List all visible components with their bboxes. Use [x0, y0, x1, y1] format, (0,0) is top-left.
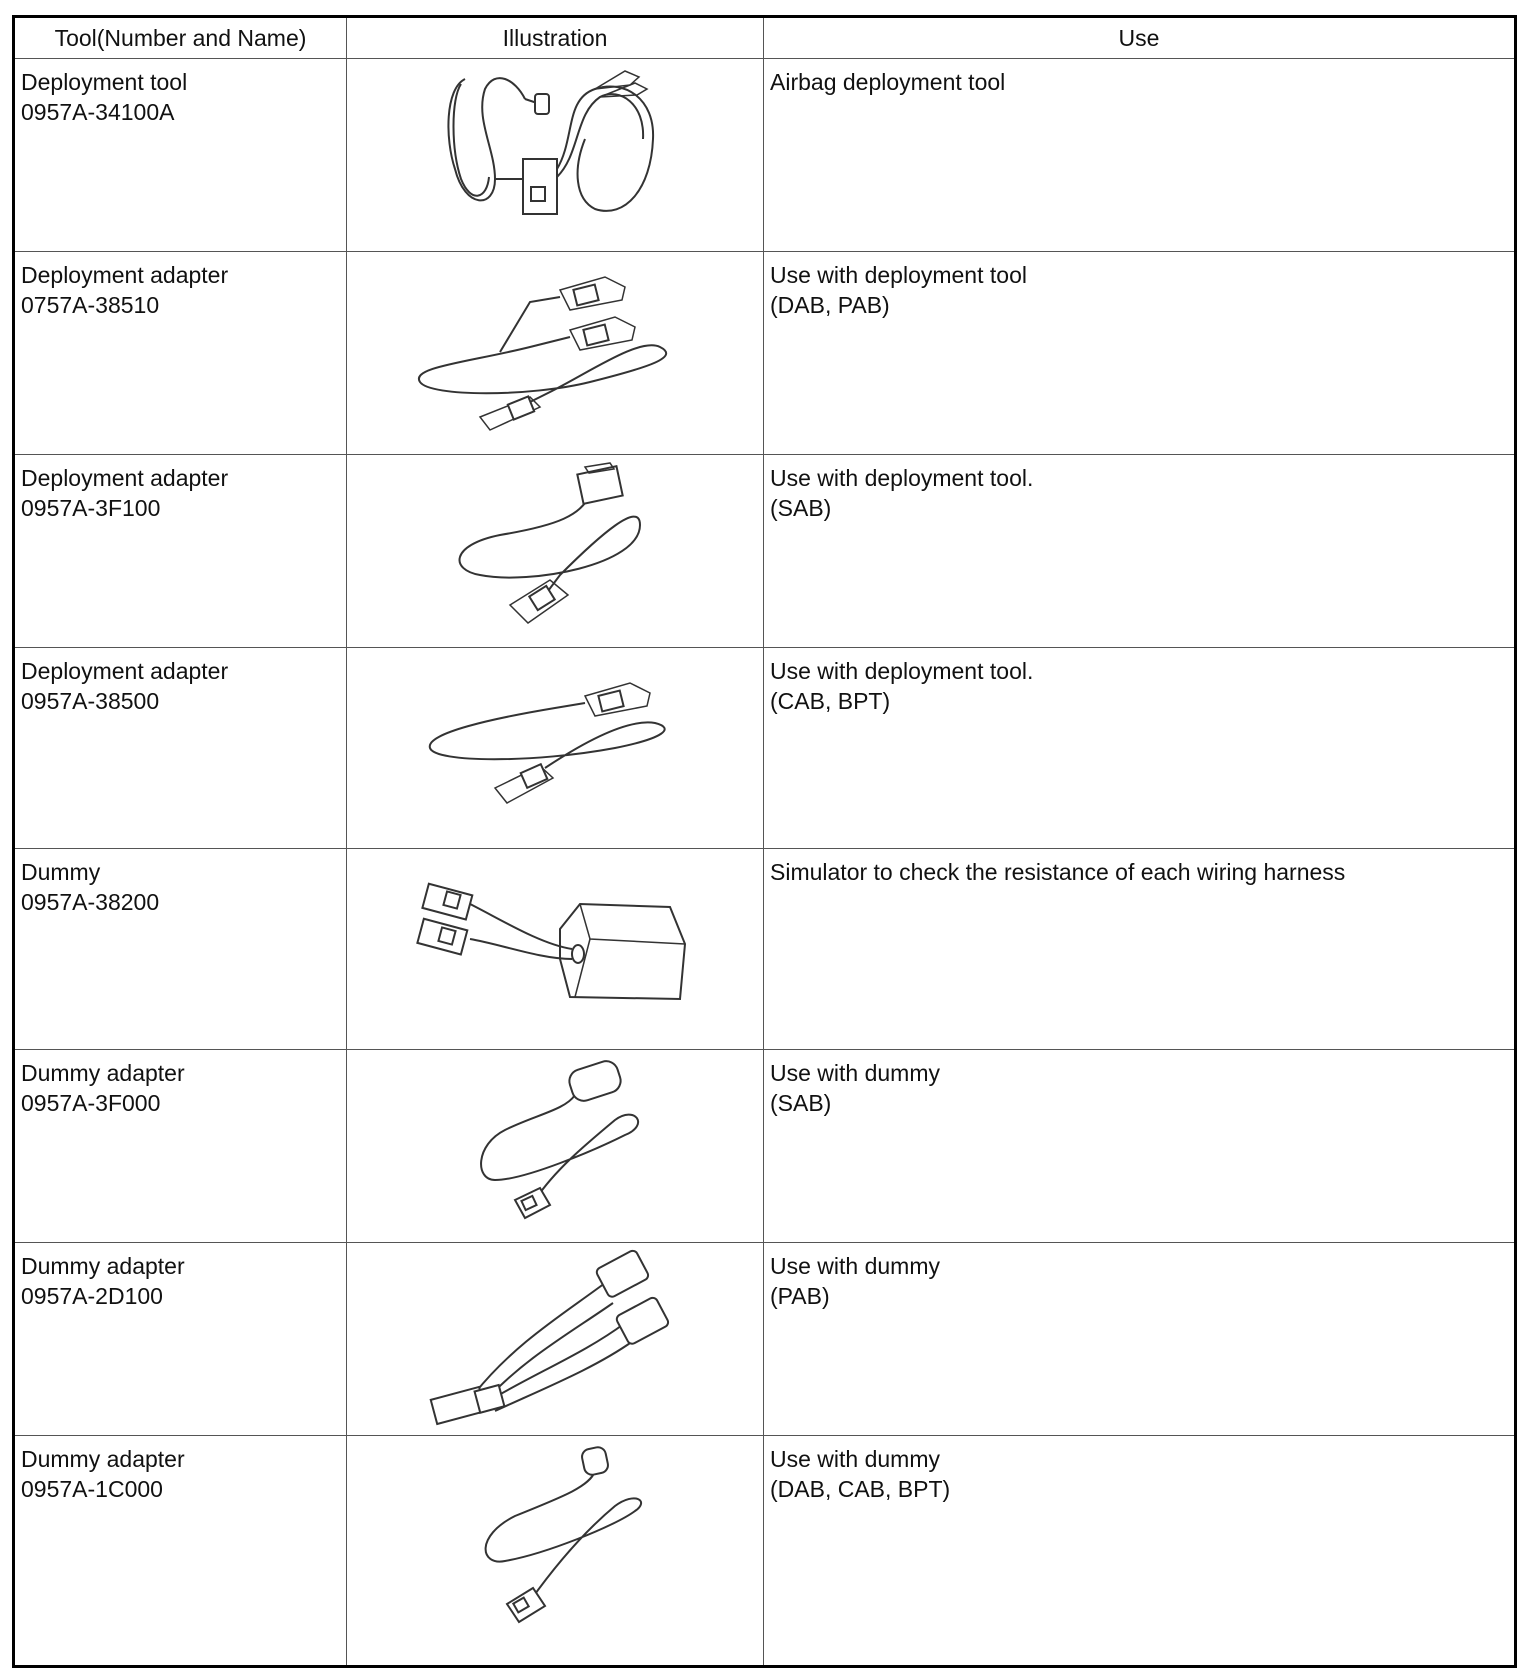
- use-line: (SAB): [770, 1090, 832, 1116]
- illustration-cell: [347, 1436, 764, 1667]
- use-line: Use with dummy: [770, 1253, 940, 1279]
- use-line: Airbag deployment tool: [770, 69, 1006, 95]
- tool-number: 0957A-34100A: [21, 99, 175, 125]
- illustration-cell: [347, 1050, 764, 1243]
- use-line: Use with deployment tool: [770, 262, 1027, 288]
- table-row: [14, 455, 1516, 648]
- table-row: [14, 59, 1516, 252]
- tool-name: Dummy: [21, 859, 101, 885]
- use-cell: [764, 648, 1516, 849]
- use-cell: [764, 1050, 1516, 1243]
- tool-number: 0957A-2D100: [21, 1283, 163, 1309]
- illustration-cell: [347, 648, 764, 849]
- tool-cell: [14, 1436, 347, 1667]
- tool-number: 0957A-38500: [21, 688, 160, 714]
- use-line: (DAB, PAB): [770, 292, 890, 318]
- tool-name: Dummy adapter: [21, 1253, 185, 1279]
- tool-cell: [14, 1243, 347, 1436]
- table-row: [14, 1243, 1516, 1436]
- table-row: [14, 1050, 1516, 1243]
- tool-name: Deployment adapter: [21, 465, 229, 491]
- deployment-tool-illustration: [425, 59, 685, 239]
- illustration-cell: [347, 1243, 764, 1436]
- tool-name: Deployment adapter: [21, 262, 229, 288]
- header-use: Use: [764, 17, 1516, 59]
- tool-name: Deployment tool: [21, 69, 188, 95]
- use-cell: [764, 1436, 1516, 1667]
- table-row: [14, 849, 1516, 1050]
- use-cell: [764, 455, 1516, 648]
- tool-name: Dummy adapter: [21, 1060, 185, 1086]
- header-tool: Tool(Number and Name): [14, 17, 347, 59]
- tool-name: Dummy adapter: [21, 1446, 185, 1472]
- dummy-adapter-illustration: [405, 1243, 705, 1428]
- use-line: Use with dummy: [770, 1060, 940, 1086]
- illustration-cell: [347, 455, 764, 648]
- use-line: (SAB): [770, 495, 832, 521]
- use-line: Use with deployment tool.: [770, 465, 1034, 491]
- header-row: [14, 17, 1516, 59]
- dummy-illustration: [400, 849, 710, 1029]
- use-line: Use with deployment tool.: [770, 658, 1034, 684]
- use-line: (CAB, BPT): [770, 688, 891, 714]
- use-cell: [764, 849, 1516, 1050]
- header-illustration: Illustration: [347, 17, 764, 59]
- illustration-cell: [347, 59, 764, 252]
- deployment-adapter-illustration: [410, 252, 700, 442]
- dummy-adapter-illustration: [455, 1436, 655, 1636]
- table-row: [14, 252, 1516, 455]
- table-row: [14, 1436, 1516, 1667]
- use-cell: [764, 1243, 1516, 1436]
- tool-cell: [14, 648, 347, 849]
- special-tools-table: [12, 15, 1517, 1668]
- use-line: (DAB, CAB, BPT): [770, 1476, 951, 1502]
- table-row: [14, 648, 1516, 849]
- tool-number: 0957A-1C000: [21, 1476, 163, 1502]
- use-line: Use with dummy: [770, 1446, 940, 1472]
- illustration-cell: [347, 252, 764, 455]
- tool-cell: [14, 59, 347, 252]
- tool-cell: [14, 1050, 347, 1243]
- tool-name: Deployment adapter: [21, 658, 229, 684]
- use-cell: [764, 252, 1516, 455]
- tool-number: 0957A-3F100: [21, 495, 161, 521]
- tool-number: 0957A-3F000: [21, 1090, 161, 1116]
- illustration-cell: [347, 849, 764, 1050]
- tool-cell: [14, 252, 347, 455]
- tool-cell: [14, 455, 347, 648]
- tool-number: 0957A-38200: [21, 889, 160, 915]
- deployment-adapter-illustration: [415, 648, 695, 828]
- use-line: Simulator to check the resistance of each wiring harness: [770, 859, 1346, 885]
- tool-cell: [14, 849, 347, 1050]
- use-line: (PAB): [770, 1283, 830, 1309]
- deployment-adapter-illustration: [440, 455, 670, 635]
- tool-number: 0757A-38510: [21, 292, 160, 318]
- use-cell: [764, 59, 1516, 252]
- dummy-adapter-illustration: [455, 1050, 655, 1230]
